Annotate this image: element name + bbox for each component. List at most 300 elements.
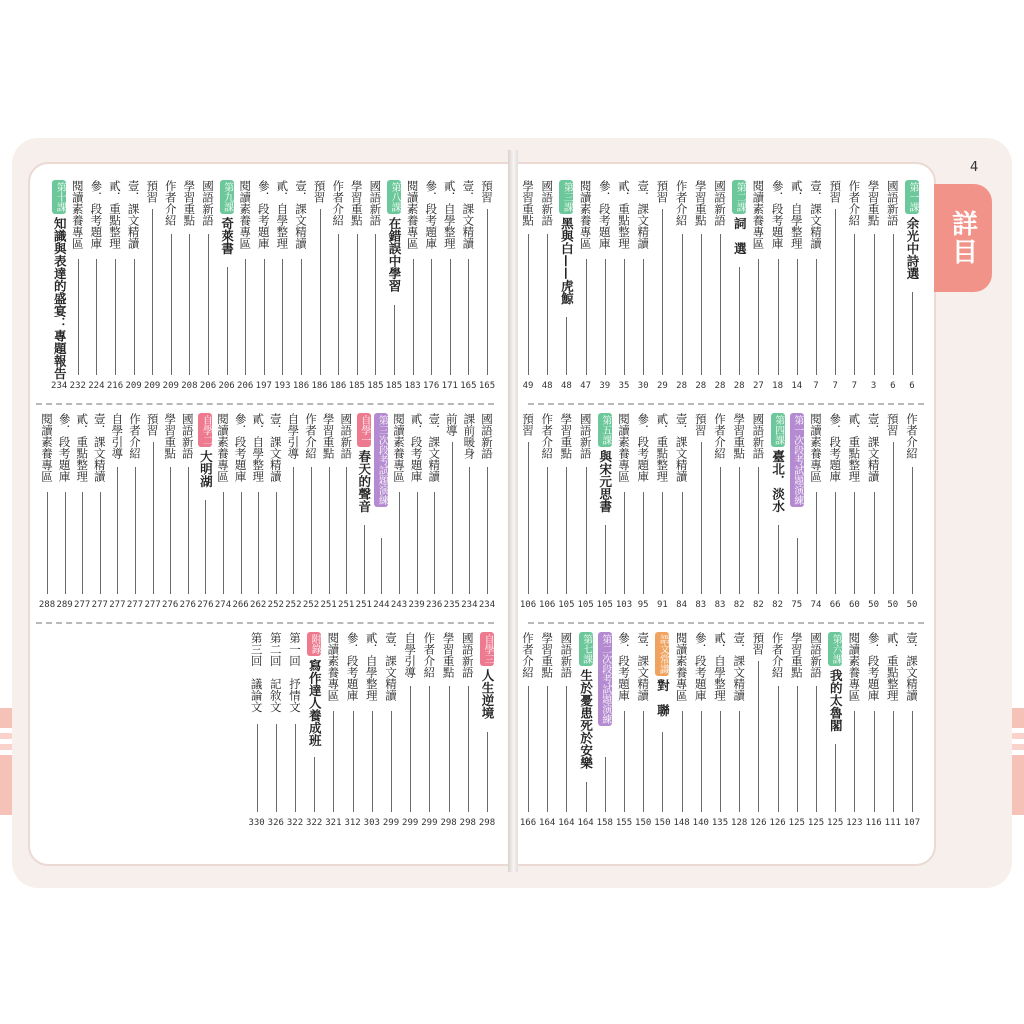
leader-line <box>364 525 365 594</box>
page-ref: 47 <box>580 381 592 391</box>
leader-line <box>682 234 683 375</box>
leader-line <box>394 305 395 376</box>
leader-line <box>65 492 66 594</box>
leader-line <box>586 259 587 375</box>
entry-title: 國語新語 <box>751 413 766 459</box>
page-ref: 103 <box>615 600 633 610</box>
entry-title: 壹．課文精讀 <box>294 180 308 249</box>
chapter-tag: 第一次段考試題演練 <box>791 415 803 505</box>
leader-line <box>854 711 855 812</box>
leader-line <box>643 492 644 594</box>
chapter-tag: 語文常識 <box>657 634 669 674</box>
leader-line <box>758 467 759 594</box>
leader-line <box>566 467 567 594</box>
entry-title: 作者介紹 <box>770 632 785 678</box>
page-ref: 28 <box>714 381 726 391</box>
page-ref: 49 <box>522 381 534 391</box>
entry-title: 學習重點 <box>540 632 555 678</box>
page-ref: 185 <box>385 381 403 391</box>
entry-title: 貳．自學整理 <box>713 632 727 701</box>
chapter-title: 詞 選 <box>732 217 748 255</box>
entry-title: 貳．重點整理 <box>75 413 90 482</box>
chapter-tag: 第三次段考試題演練 <box>376 415 388 505</box>
page-ref: 209 <box>162 381 179 391</box>
toc-chapter-entry <box>52 180 66 379</box>
entry-title: 閱讀素養專區 <box>674 632 689 701</box>
entry-title: 壹．課文精讀 <box>126 180 141 249</box>
entry-title: 貳．段考題庫 <box>409 413 424 482</box>
entry-title: 作者介紹 <box>521 632 535 678</box>
leader-line <box>528 442 529 594</box>
chapter-title: 我的太魯閣 <box>828 669 844 732</box>
leader-line <box>381 538 382 595</box>
page-ref: 116 <box>865 818 882 828</box>
page-ref: 125 <box>788 818 805 828</box>
page-ref: 107 <box>903 818 921 828</box>
page-ref: 48 <box>541 381 553 391</box>
page-ref: 28 <box>695 381 707 391</box>
leader-line <box>605 757 606 813</box>
chapter-tag: 附錄 <box>309 634 321 654</box>
leader-line <box>605 259 606 375</box>
page-ref: 298 <box>440 818 457 828</box>
page-ref: 165 <box>478 381 496 391</box>
leader-line <box>605 525 606 594</box>
entry-title: 預習 <box>521 413 535 436</box>
entry-title: 國語新語 <box>809 632 823 678</box>
page-ref: 14 <box>791 381 803 391</box>
entry-title: 預習 <box>145 180 160 203</box>
page-ref: 123 <box>846 818 863 828</box>
entry-title: 作者介紹 <box>905 413 919 459</box>
entry-title: 參．段考題庫 <box>636 413 651 482</box>
chapter-tag: 第二次段考試題演練 <box>599 634 611 724</box>
leader-line <box>399 492 400 594</box>
entry-title: 閱讀素養專區 <box>392 413 406 482</box>
page-ref: 3 <box>870 381 877 391</box>
leader-line <box>624 259 625 375</box>
page-ref: 106 <box>519 600 537 610</box>
entry-title: 學習重點 <box>521 180 535 226</box>
entry-title: 貳．自學整理 <box>251 413 266 482</box>
leader-line <box>96 259 97 375</box>
page-ref: 208 <box>181 381 198 391</box>
entry-title: 預習 <box>751 632 766 655</box>
leader-line <box>893 711 894 812</box>
leader-line <box>346 467 347 594</box>
leader-line <box>153 442 154 594</box>
leader-line <box>720 711 721 812</box>
chapter-tag: 第七課 <box>580 634 592 664</box>
book-spine <box>508 150 518 872</box>
page-ref: 209 <box>144 381 161 391</box>
page-ref: 126 <box>769 818 786 828</box>
leader-line <box>778 259 779 375</box>
page-ref: 105 <box>558 600 575 610</box>
leader-line <box>874 711 875 812</box>
leader-line <box>797 686 798 812</box>
leader-line <box>301 259 302 375</box>
page-ref: 50 <box>906 600 918 610</box>
entry-title: 自學引導 <box>110 413 125 459</box>
leader-line <box>893 234 894 375</box>
leader-line <box>778 686 779 812</box>
page-ref: 274 <box>214 600 232 610</box>
page-ref: 83 <box>695 600 707 610</box>
entry-title: 作者介紹 <box>674 180 689 226</box>
entry-title: 預習 <box>655 180 670 203</box>
leader-line <box>739 711 740 812</box>
leader-line <box>276 492 277 594</box>
leader-line <box>452 442 453 594</box>
entry-title: 課前暖身 <box>462 413 477 459</box>
entry-title: 參．段考題庫 <box>57 413 72 482</box>
leader-line <box>758 661 759 812</box>
page-ref: 277 <box>126 600 144 610</box>
entry-title: 壹．課文精讀 <box>636 180 651 249</box>
entry-title: 閱讀素養專區 <box>751 180 766 249</box>
entry-title: 第三回 議論文 <box>249 632 264 713</box>
page-ref: 244 <box>373 600 390 610</box>
page-ref: 126 <box>750 818 767 828</box>
entry-title: 閱讀素養專區 <box>809 413 823 482</box>
page-ref: 303 <box>363 818 380 828</box>
page-ref: 48 <box>560 381 572 391</box>
leader-line <box>701 711 702 812</box>
entry-title: 壹．課文精讀 <box>92 413 107 482</box>
section-divider <box>36 622 494 624</box>
leader-line <box>739 467 740 594</box>
entry-title: 作者介紹 <box>713 413 727 459</box>
page-ref: 27 <box>752 381 764 391</box>
leader-line <box>624 711 625 812</box>
page-ref: 251 <box>320 600 337 610</box>
entry-title: 第二回 記敘文 <box>268 632 283 713</box>
leader-line <box>643 711 644 812</box>
page-ref: 266 <box>232 600 249 610</box>
page-ref: 252 <box>267 600 284 610</box>
leader-line <box>357 234 358 375</box>
leader-line <box>835 209 836 375</box>
entry-title: 壹．課文精讀 <box>905 632 919 701</box>
page-ref: 251 <box>338 600 355 610</box>
entry-title: 學習重點 <box>349 180 364 226</box>
entry-title: 壹．課文精讀 <box>461 180 476 249</box>
page-ref: 171 <box>441 381 458 391</box>
leader-line <box>295 724 296 813</box>
entry-title: 閱讀素養專區 <box>70 180 85 249</box>
entry-title: 壹．課文精讀 <box>866 413 881 482</box>
entry-title: 國語新語 <box>480 413 494 459</box>
chapter-tag: 第一課 <box>907 182 918 212</box>
page-number: 4 <box>970 160 979 175</box>
chapter-tag: 第二課 <box>734 182 746 212</box>
leader-line <box>338 234 339 375</box>
page-ref: 185 <box>348 381 365 391</box>
page-ref: 50 <box>887 600 899 610</box>
page-ref: 298 <box>459 818 476 828</box>
leader-line <box>135 467 136 594</box>
leader-line <box>720 234 721 375</box>
page-ref: 299 <box>421 818 438 828</box>
leader-line <box>117 467 118 594</box>
page-ref: 164 <box>539 818 556 828</box>
entry-title: 學習重點 <box>441 632 456 678</box>
entry-title: 預習 <box>480 180 494 203</box>
chapter-title: 知識與表達的盛宴：專題報告 <box>52 217 68 380</box>
leader-line <box>739 267 740 375</box>
entry-title: 國語新語 <box>460 632 475 678</box>
entry-title: 學習重點 <box>559 413 574 459</box>
leader-line <box>413 259 414 375</box>
entry-title: 作者介紹 <box>847 180 862 226</box>
page-ref: 235 <box>443 600 460 610</box>
page-ref: 7 <box>851 381 858 391</box>
page-ref: 299 <box>402 818 419 828</box>
page-ref: 206 <box>218 381 235 391</box>
page-ref: 276 <box>162 600 179 610</box>
leader-line <box>469 467 470 594</box>
entry-title: 作者介紹 <box>422 632 437 678</box>
leader-line <box>170 467 171 594</box>
entry-title: 國語新語 <box>368 180 383 226</box>
page-ref: 234 <box>461 600 478 610</box>
entry-title: 國語新語 <box>540 180 555 226</box>
leader-line <box>758 259 759 375</box>
leader-line <box>417 492 418 594</box>
page-ref: 106 <box>539 600 556 610</box>
section-divider <box>528 622 924 624</box>
page-ref: 209 <box>125 381 142 391</box>
page-ref: 185 <box>367 381 384 391</box>
page-ref: 6 <box>909 381 915 391</box>
entry-title: 貳．自學整理 <box>275 180 290 249</box>
entry-title: 國語新語 <box>180 413 195 459</box>
page-ref: 277 <box>109 600 126 610</box>
chapter-tag: 自學一 <box>358 415 370 445</box>
entry-title: 貳．重點整理 <box>655 413 670 482</box>
leader-line <box>854 492 855 594</box>
page-ref: 252 <box>302 600 320 610</box>
page-ref: 30 <box>637 381 649 391</box>
entry-title: 學習重點 <box>163 413 178 459</box>
leader-line <box>434 492 435 594</box>
leader-line <box>701 442 702 594</box>
entry-title: 閱讀素養專區 <box>617 413 631 482</box>
page-ref: 216 <box>106 381 124 391</box>
leader-line <box>528 234 529 375</box>
page-ref: 234 <box>478 600 496 610</box>
page-ref: 28 <box>733 381 745 391</box>
chapter-title: 春天的聲音 <box>356 450 372 513</box>
chapter-tag: 第五課 <box>599 415 611 445</box>
leader-line <box>720 467 721 594</box>
entry-title: 參．段考題庫 <box>424 180 439 249</box>
detail-tab: 詳目 <box>934 184 992 292</box>
page-ref: 224 <box>88 381 105 391</box>
chapter-title: 大明湖 <box>198 450 214 488</box>
entry-title: 作者介紹 <box>128 413 142 459</box>
leader-line <box>82 492 83 594</box>
page-ref: 322 <box>306 818 323 828</box>
page-ref: 234 <box>51 381 68 391</box>
leader-line <box>372 711 373 812</box>
leader-line <box>528 686 529 812</box>
page-ref: 29 <box>656 381 668 391</box>
chapter-title: 人生逆境 <box>480 669 495 719</box>
leader-line <box>487 732 488 813</box>
leader-line <box>874 234 875 375</box>
chapter-tag: 第九課 <box>221 182 233 212</box>
leader-line <box>78 259 79 375</box>
leader-line <box>662 492 663 594</box>
page-ref: 140 <box>692 818 709 828</box>
page-ref: 105 <box>577 600 594 610</box>
leader-line <box>547 467 548 594</box>
leader-line <box>333 711 334 812</box>
page-ref: 197 <box>255 381 272 391</box>
entry-title: 國語新語 <box>885 180 900 226</box>
entry-title: 壹．課文精讀 <box>427 413 442 482</box>
entry-title: 國語新語 <box>559 632 574 678</box>
entry-title: 貳．重點整理 <box>847 413 862 482</box>
entry-title: 壹．課文精讀 <box>636 632 651 701</box>
chapter-tag: 自學三 <box>482 634 493 664</box>
entry-title: 參．段考題庫 <box>256 180 271 249</box>
leader-line <box>701 234 702 375</box>
page-ref: 289 <box>56 600 73 610</box>
leader-line <box>329 467 330 594</box>
leader-line <box>893 442 894 594</box>
leader-line <box>468 259 469 375</box>
chapter-tag: 第三課 <box>561 182 573 212</box>
entry-title: 壹．課文精讀 <box>268 413 283 482</box>
page-ref: 330 <box>248 818 265 828</box>
leader-line <box>47 492 48 594</box>
page-ref: 82 <box>772 600 784 610</box>
section-divider <box>528 403 924 405</box>
page-ref: 176 <box>423 381 440 391</box>
leader-line <box>320 209 321 375</box>
entry-title: 自學引導 <box>286 413 301 459</box>
page-ref: 91 <box>656 600 668 610</box>
entry-title: 參．段考題庫 <box>597 180 612 249</box>
entry-title: 貳．重點整理 <box>108 180 122 249</box>
leader-line <box>449 686 450 812</box>
leader-line <box>547 686 548 812</box>
entry-title: 參．段考題庫 <box>345 632 360 701</box>
page-ref: 277 <box>144 600 161 610</box>
entry-title: 預習 <box>693 413 708 436</box>
leader-line <box>134 259 135 375</box>
leader-line <box>264 259 265 375</box>
page-ref: 155 <box>615 818 633 828</box>
leader-line <box>189 234 190 375</box>
leader-line <box>311 467 312 594</box>
entry-title: 作者介紹 <box>331 180 346 226</box>
leader-line <box>429 686 430 812</box>
entry-title: 國語新語 <box>339 413 354 459</box>
chapter-tag: 第八課 <box>389 182 400 212</box>
entry-title: 國語新語 <box>578 413 593 459</box>
section-divider <box>36 403 494 405</box>
leader-line <box>314 757 315 813</box>
page-ref: 243 <box>390 600 408 610</box>
leader-line <box>208 234 209 375</box>
entry-title: 貳．重點整理 <box>885 632 900 701</box>
entry-title: 預習 <box>828 180 843 203</box>
entry-title: 前導 <box>444 413 459 436</box>
entry-title: 貳．重點整理 <box>617 180 631 249</box>
leader-line <box>586 782 587 813</box>
page-ref: 39 <box>599 381 611 391</box>
page-ref: 82 <box>733 600 745 610</box>
page-ref: 35 <box>618 381 630 391</box>
entry-title: 作者介紹 <box>304 413 318 459</box>
leader-line <box>487 467 488 594</box>
entry-title: 參．段考題庫 <box>866 632 881 701</box>
entry-title: 學習重點 <box>732 413 747 459</box>
page-ref: 251 <box>355 600 372 610</box>
chapter-title: 生於憂患死於安樂 <box>578 669 594 769</box>
entry-title: 壹．課文精讀 <box>674 413 689 482</box>
leader-line <box>223 492 224 594</box>
page-ref: 148 <box>673 818 690 828</box>
entry-title: 閱讀素養專區 <box>847 632 862 701</box>
leader-line <box>410 686 411 812</box>
entry-title: 學習重點 <box>866 180 881 226</box>
page-ref: 277 <box>91 600 108 610</box>
chapter-tag: 第六課 <box>830 634 842 664</box>
leader-line <box>293 467 294 594</box>
leader-line <box>227 267 228 375</box>
chapter-title: 與宋元思書 <box>597 450 613 513</box>
leader-line <box>450 259 451 375</box>
leader-line <box>547 234 548 375</box>
entry-title: 學習重點 <box>321 413 336 459</box>
page-ref: 135 <box>711 818 729 828</box>
entry-title: 閱讀素養專區 <box>326 632 341 701</box>
page-ref: 150 <box>635 818 652 828</box>
page-ref: 236 <box>426 600 443 610</box>
page-ref: 276 <box>179 600 196 610</box>
entry-title: 參．段考題庫 <box>89 180 104 249</box>
page-ref: 164 <box>577 818 594 828</box>
page-ref: 82 <box>752 600 764 610</box>
entry-title: 閱讀素養專區 <box>578 180 593 249</box>
leader-line <box>205 500 206 594</box>
leader-line <box>353 711 354 812</box>
page-ref: 84 <box>676 600 688 610</box>
leader-line <box>188 467 189 594</box>
chapter-title: 臺北．淡水 <box>770 450 786 513</box>
page-ref: 95 <box>637 600 649 610</box>
entry-title: 預習 <box>145 413 160 436</box>
chapter-title: 黑與白——虎鯨 <box>559 217 575 305</box>
page-ref: 6 <box>890 381 896 391</box>
leader-line <box>468 686 469 812</box>
page-ref: 150 <box>654 818 671 828</box>
entry-title: 貳．自學整理 <box>364 632 379 701</box>
chapter-title: 對 聯 <box>655 679 671 717</box>
entry-title: 閱讀素養專區 <box>40 413 54 482</box>
leader-line <box>258 492 259 594</box>
leader-line <box>257 724 258 813</box>
entry-title: 閱讀素養專區 <box>238 180 253 249</box>
entry-title: 壹．課文精讀 <box>384 632 398 701</box>
page-ref: 164 <box>558 818 575 828</box>
page-ref: 326 <box>267 818 284 828</box>
